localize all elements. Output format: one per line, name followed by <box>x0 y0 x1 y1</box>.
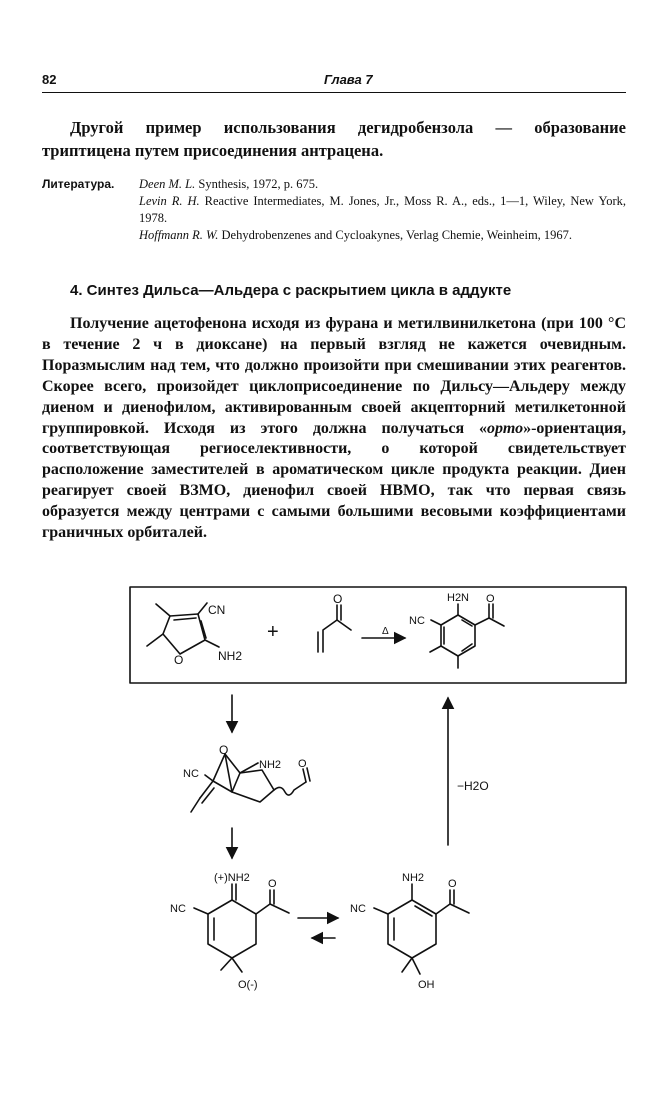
reference-2-authors: Levin R. H. <box>139 194 200 208</box>
enamine-o-label: O <box>448 878 457 890</box>
reaction-scheme <box>0 570 663 1030</box>
enamine-nh2-label: NH2 <box>402 872 425 884</box>
literature-label: Литература. <box>42 177 115 191</box>
enamine-oh-label: OH <box>418 979 435 991</box>
reference-1-text: Synthesis, 1972, p. 675. <box>198 177 319 191</box>
intro-paragraph: Другой пример использования дегидробензола — образование триптицена путем присоединения антрацена. <box>42 118 626 160</box>
reference-1-authors: Deen M. L. <box>139 177 196 191</box>
zwitterion-nh2-label: (+)NH2 <box>214 872 250 884</box>
adduct-o-ketone-label: O <box>298 758 307 770</box>
bicyclic-adduct <box>183 743 310 812</box>
mvk-o-label: O <box>333 592 343 606</box>
page-number: 82 <box>42 72 57 87</box>
body-text-ortho: орто <box>487 419 524 437</box>
zwitterion-nc-label: NC <box>170 903 186 915</box>
enamine-intermediate <box>350 872 469 991</box>
furan-cn-label: CN <box>208 603 226 617</box>
reference-3-text: Dehydrobenzenes and Cycloakynes, Verlag Chemie, Weinheim, 1967. <box>221 228 573 242</box>
body-text-part1: Получение ацетофенона исходя из фурана и метилвинилкетона (при 100 °С в течение 2 ч в диоксане) на первый взгляд не кажется очевидным. Поразмыслим над тем, что должно произойти при смешивании этих реагентов. Скорее всего, произойдет циклоприсоединение по Дильсу—Альдеру между диеном и диенофилом, активированным своей акцепторний метилкетонной группировкой. Исходя из этого должна получаться « <box>42 315 626 437</box>
product-nc-label: NC <box>409 615 425 627</box>
body-text-part2: »-ориентация, соответствующая региоселективности, о которой свидетельствует расположение заместителей в ароматическом цикле продукта реакции. Диен реагирует своей ВЗМО, диенофил своей НВМО, так что первая связь образуется между центрами с самыми большими весовыми коэффициентами граничных орбиталей. <box>42 419 626 542</box>
product-h2n-label: H2N <box>447 592 470 604</box>
chapter-title: Глава 7 <box>324 72 373 87</box>
furan-reactant <box>147 603 242 667</box>
water-loss-label: −H2O <box>457 779 489 793</box>
zwitterion-o-label: O <box>268 878 277 890</box>
zwitterion-ominus-label: O(-) <box>238 979 258 991</box>
reference-3-authors: Hoffmann R. W. <box>139 228 219 242</box>
reference-2-text: Reactive Intermediates, M. Jones, Jr., Moss R. A., eds., 1—1, Wiley, New York, 1978. <box>139 194 627 225</box>
enamine-nc-label: NC <box>350 903 366 915</box>
reference-2 <box>139 193 626 226</box>
running-header <box>42 70 626 93</box>
product-o-label: O <box>486 593 495 605</box>
reference-3 <box>139 227 626 244</box>
aromatic-product <box>409 592 504 668</box>
mvk-reactant <box>318 592 351 652</box>
furan-nh2-label: NH2 <box>218 649 243 663</box>
adduct-nh2-label: NH2 <box>259 759 282 771</box>
adduct-nc-label: NC <box>183 768 199 780</box>
reference-1 <box>139 176 626 193</box>
furan-o-label: O <box>174 653 184 667</box>
heat-label: Δ <box>382 626 389 637</box>
zwitterion-intermediate <box>170 872 289 991</box>
plus-sign: + <box>267 621 279 643</box>
adduct-o-label: O <box>219 743 229 757</box>
body-paragraph <box>42 314 626 544</box>
section-heading: 4. Синтез Дильса—Альдера с раскрытием цикла в аддукте <box>70 282 512 299</box>
